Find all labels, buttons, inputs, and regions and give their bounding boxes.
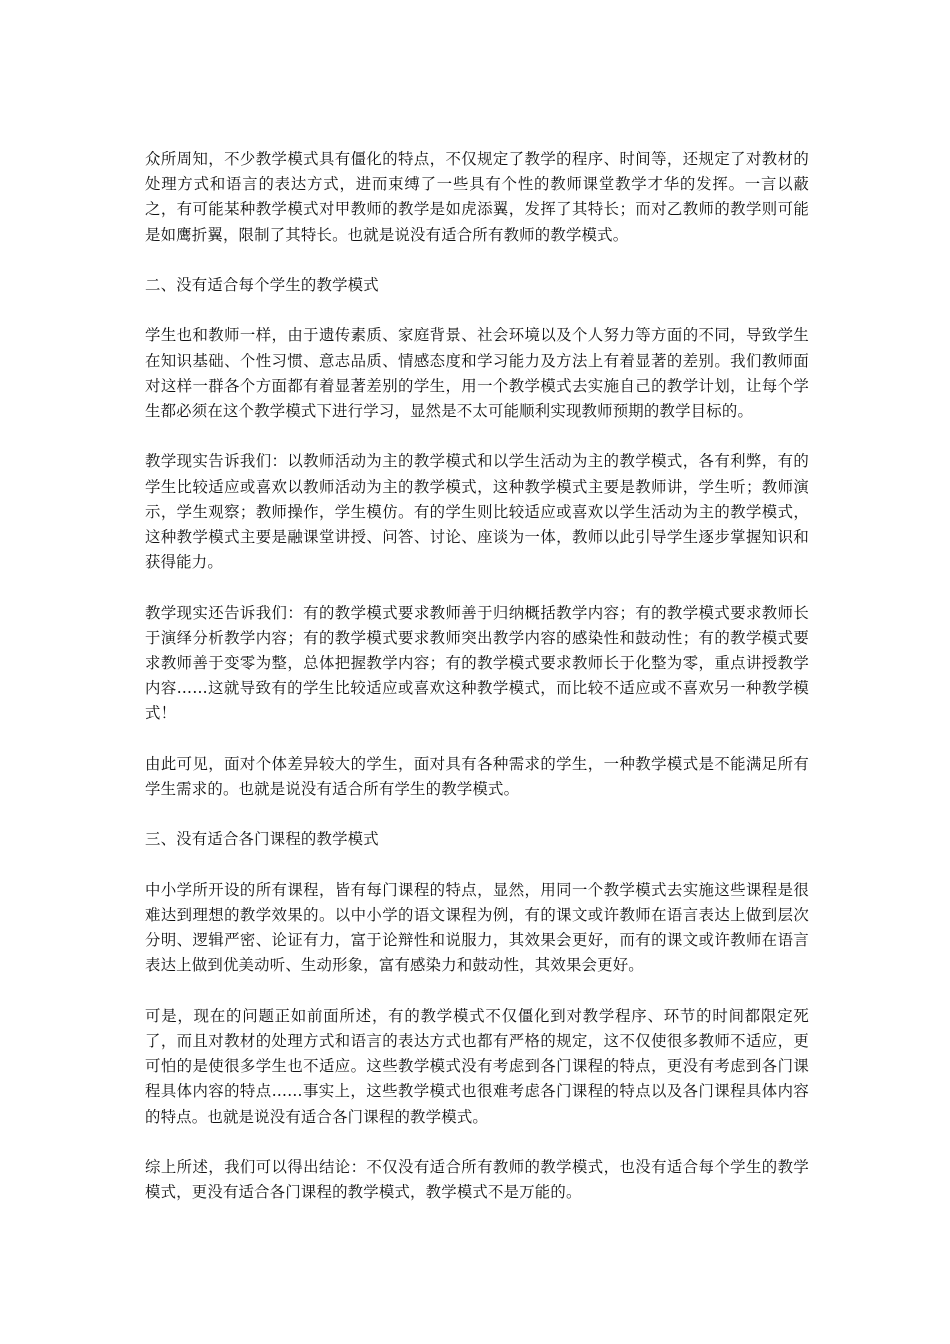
document-page <box>145 147 809 1231</box>
paragraph-teachers-conclusion: 众所周知，不少教学模式具有僵化的特点，不仅规定了教学的程序、时间等，还规定了对教材的处理方式和语言的表达方式，进而束缚了一些具有个性的教师课堂教学才华的发挥。一言以蔽之，有可能某种教学模式对甲教师的教学是如虎添翼，发挥了其特长；而对乙教师的教学则可能是如鹰折翼，限制了其特长。也就是说没有适合所有教师的教学模式。 <box>145 150 809 244</box>
paragraph-students-conclusion: 由此可见，面对个体差异较大的学生，面对具有各种需求的学生，一种教学模式是不能满足所有学生需求的。也就是说没有适合所有学生的教学模式。 <box>145 754 809 798</box>
paragraph-student-differences: 学生也和教师一样，由于遗传素质、家庭背景、社会环境以及个人努力等方面的不同，导致学生在知识基础、个性习惯、意志品质、情感态度和学习能力及方法上有着显著的差别。我们教师面对这样一群各个方面都有着显著差别的学生，用一个教学模式去实施自己的教学计划，让每个学生都必须在这个教学模式下进行学习，显然是不太可能顺利实现教师预期的教学目标的。 <box>145 326 809 420</box>
paragraph-final-conclusion: 综上所述，我们可以得出结论：不仅没有适合所有教师的教学模式，也没有适合每个学生的教学模式，更没有适合各门课程的教学模式，教学模式不是万能的。 <box>145 1157 809 1202</box>
section-heading-courses: 三、没有适合各门课程的教学模式 <box>145 830 379 849</box>
paragraph-teaching-reality-1: 教学现实告诉我们：以教师活动为主的教学模式和以学生活动为主的教学模式，各有利弊，有的学生比较适应或喜欢以教师活动为主的教学模式，这种教学模式主要是教师讲，学生听；教师演示，学生观察；教师操作，学生模仿。有的学生则比较适应或喜欢以学生活动为主的教学模式，这种教学模式主要是融课堂讲授、问答、讨论、座谈为一体，教师以此引导学生逐步掌握知识和获得能力。 <box>145 452 809 572</box>
paragraph-teaching-reality-2: 教学现实还告诉我们：有的教学模式要求教师善于归纳概括教学内容；有的教学模式要求教师长于演绎分析教学内容；有的教学模式要求教师突出教学内容的感染性和鼓动性；有的教学模式要求教师善于变零为整，总体把握教学内容；有的教学模式要求教师长于化整为零，重点讲授教学内容……这就导致有的学生比较适应或喜欢这种教学模式，而比较不适应或不喜欢另一种教学模式！ <box>145 603 809 723</box>
paragraph-course-features: 中小学所开设的所有课程，皆有每门课程的特点，显然，用同一个教学模式去实施这些课程是很难达到理想的教学效果的。以中小学的语文课程为例，有的课文或许教师在语言表达上做到层次分明、逻辑严密、论证有力，富于论辩性和说服力，其效果会更好，而有的课文或许教师在语言表达上做到优美动听、生动形象，富有感染力和鼓动性，其效果会更好。 <box>145 880 809 975</box>
paragraph-current-problem: 可是，现在的问题正如前面所述，有的教学模式不仅僵化到对教学程序、环节的时间都限定死了，而且对教材的处理方式和语言的表达方式也都有严格的规定，这不仅使很多教师不适应，更可怕的是使很多学生也不适应。这些教学模式没有考虑到各门课程的特点，更没有考虑到各门课程具体内容的特点……事实上，这些教学模式也很难考虑各门课程的特点以及各门课程具体内容的特点。也就是说没有适合各门课程的教学模式。 <box>145 1006 809 1126</box>
section-heading-students: 二、没有适合每个学生的教学模式 <box>145 276 379 294</box>
